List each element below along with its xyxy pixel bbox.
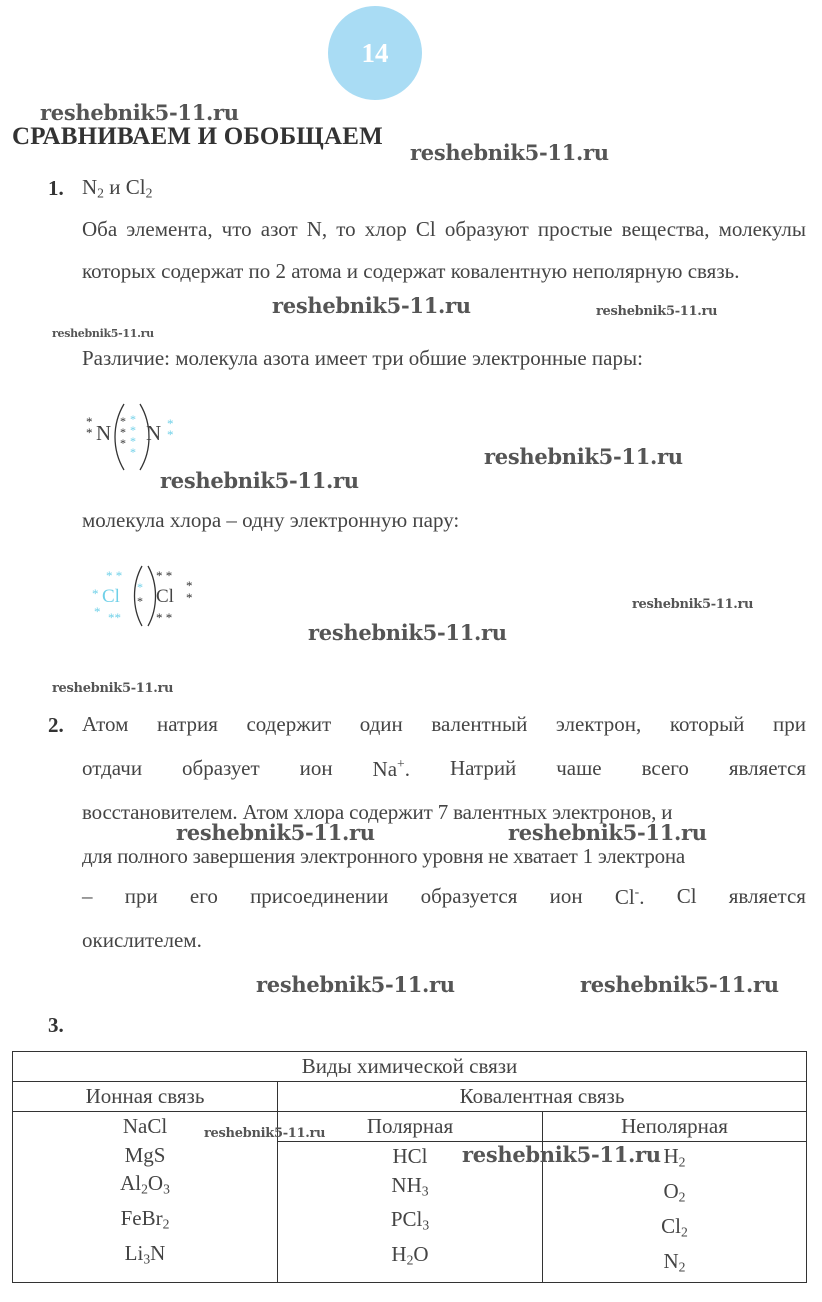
ionic-cell: NaCl (122, 1114, 168, 1138)
watermark: reshebnik5-11.ru (52, 681, 174, 696)
polar-cell: PCl$_3$ (390, 1207, 430, 1233)
nonpolar-cell: $Cl_2$ (661, 1213, 688, 1240)
page-number: 14 (361, 37, 389, 68)
item1-text: Оба элемента, что азот N, то хлор Cl образуют простые вещества, молекулы которых содержат по 2 атома и содержат ковалентную неполярную связь. (82, 217, 806, 283)
watermark: reshebnik5-11.ru (580, 972, 779, 997)
polar-cell: $H_2O$ (391, 1242, 429, 1268)
item1-difference: Различие: молекула азота имеет три обшие электронные пары: (82, 346, 643, 370)
table-title: Виды химической связи (13, 1052, 807, 1082)
watermark: reshebnik5-11.ru (410, 140, 609, 165)
item-number: 2. (48, 713, 64, 737)
polar-cell: $NH_3$ (391, 1172, 429, 1198)
item2-line3: восстановителем. Атом хлора содержит 7 валентных электронов, и (82, 800, 673, 824)
nonpolar-header: Неполярная (543, 1112, 807, 1142)
watermark: reshebnik5-11.ru (632, 597, 754, 612)
item2-line5: – при его присоединении образуется ион Cl-. Cl является (82, 884, 806, 910)
page-number-badge (328, 6, 422, 100)
item1-title: $N_2$ и $Cl_2$ (82, 175, 153, 201)
watermark: reshebnik5-11.ru (204, 1126, 326, 1141)
chlorine-symbol: Cl (156, 586, 174, 607)
ionic-cell: $Al_2O_3$ (120, 1171, 170, 1197)
watermark: reshebnik5-11.ru (272, 293, 471, 318)
bond-types-table (12, 1051, 807, 1283)
ionic-cell: MgS (124, 1142, 166, 1167)
nitrogen-symbol: N (146, 421, 162, 445)
item-number: 1. (48, 176, 64, 200)
nonpolar-cell: $N_2$ (663, 1248, 686, 1275)
ionic-cell: $Li_3N$ (124, 1240, 166, 1267)
item2-line1: Атом натрия содержит один валентный электрон, который при (82, 712, 806, 736)
watermark: reshebnik5-11.ru (176, 820, 375, 845)
watermark: reshebnik5-11.ru (308, 620, 507, 645)
item2-line6: окислителем. (82, 928, 202, 952)
page-heading: СРАВНИВАЕМ И ОБОБЩАЕМ (12, 123, 383, 150)
ionic-header: Ионная связь (13, 1082, 278, 1112)
chlorine-lewis-diagram: * * * Cl * ** * * * * Cl * * * * (92, 568, 193, 625)
watermark: reshebnik5-11.ru (596, 304, 718, 319)
covalent-header: Ковалентная связь (278, 1082, 807, 1112)
polar-header: Полярная (278, 1112, 543, 1142)
watermark: reshebnik5-11.ru (508, 820, 707, 845)
watermark: reshebnik5-11.ru (256, 972, 455, 997)
item2-line2: отдачи образует ион Na+. Натрий чаше всего является (82, 756, 806, 782)
watermark: reshebnik5-11.ru (40, 100, 239, 125)
item1-chlorine: молекула хлора – одну электронную пару: (82, 508, 460, 532)
item2-line4: для полного завершения электронного уровня не хватает 1 электрона (82, 844, 685, 868)
ionic-cell: FeBr$_2$ (120, 1205, 170, 1232)
polar-cell: HCl (392, 1144, 428, 1168)
nitrogen-lewis-diagram: * * N * * * * * * * N * * (84, 402, 184, 472)
nitrogen-symbol: N (96, 421, 112, 445)
watermark: reshebnik5-11.ru (462, 1142, 661, 1167)
chlorine-symbol: Cl (102, 586, 120, 607)
watermark: reshebnik5-11.ru (52, 327, 154, 340)
item-number: 3. (48, 1013, 64, 1037)
watermark: reshebnik5-11.ru (484, 444, 683, 469)
nonpolar-cell: $H_2$ (663, 1144, 686, 1170)
nonpolar-cell: $O_2$ (663, 1178, 686, 1205)
watermark: reshebnik5-11.ru (160, 468, 359, 493)
